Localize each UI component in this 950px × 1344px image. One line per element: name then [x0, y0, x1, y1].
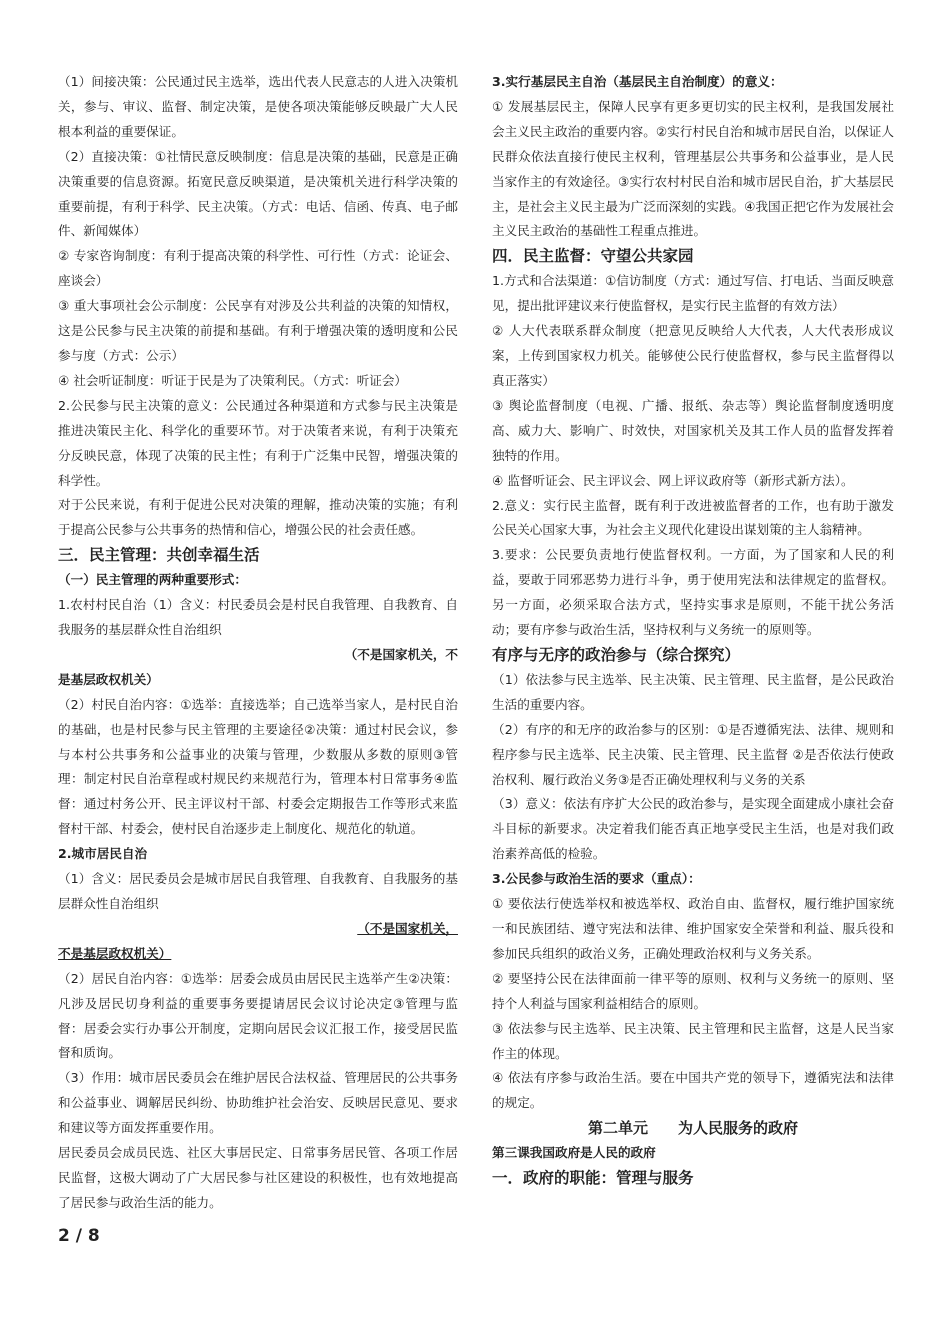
paragraph: ④ 监督听证会、民主评议会、网上评议政府等（新形式新方法）。	[492, 472, 854, 488]
subheading: 2.城市居民自治	[58, 846, 148, 862]
note: （不是国家机关，不	[344, 646, 458, 662]
paragraph: （2）居民自治内容：①选举：居委会成员由居民民主选举产生②决策：凡涉及居民切身利益的重要事务要提请居民会议讨论决定③管理与监督：居委会实行办事公开制度，定期向居民会议汇报工作，接受居民监督和质询。	[58, 970, 458, 1061]
subheading: 3.实行基层民主自治（基层民主自治制度）的意义：	[492, 74, 783, 89]
paragraph: （3）作用：城市居民委员会在维护居民合法权益、管理居民的公共事务和公益事业、调解居民纠纷、协助维护社会治安、反映居民意见、要求和建议等方面发挥重要作用。	[58, 1070, 458, 1136]
subheading: （一）民主管理的两种重要形式：	[58, 572, 247, 588]
section-heading: 一．政府的职能：管理与服务	[492, 1169, 694, 1188]
paragraph: （1）含义：居民委员会是城市居民自我管理、自我教育、自我服务的基层群众性自治组织	[58, 871, 458, 911]
paragraph: ③ 重大事项社会公示制度：公民享有对涉及公共利益的决策的知情权，这是公民参与民主决策的前提和基础。有利于增强决策的透明度和公民参与度（方式：公示）	[58, 298, 458, 363]
paragraph: ① 发展基层民主，保障人民享有更多更切实的民主权利，是我国发展社会主义民主政治的重要内容。②实行村民自治和城市居民自治，以保证人民群众依法直接行使民主权利，管理基层公共事务和公益事业，是人民当家作主的有效途径。③实行农村村民自治和城市居民自治，扩大基层民主，是社会主义民主最为广泛而深刻的实践。④我国正把它作为发展社会主义民主政治的基础性工程重点推进。	[492, 98, 894, 239]
paragraph: （2）直接决策：①社情民意反映制度：信息是决策的基础，民意是正确决策重要的信息资源。拓宽民意反映渠道，是决策机关进行科学决策的重要前提，有利于科学、民主决策。（方式：电话、信函、传真、电子邮件、新闻媒体）	[58, 148, 458, 239]
paragraph: ④ 依法有序参与政治生活。要在中国共产党的领导下，遵循宪法和法律的规定。	[492, 1070, 894, 1111]
note: 不是基层政权机关）	[58, 945, 172, 961]
section-heading: 四．民主监督：守望公共家园	[492, 247, 694, 266]
note: 是基层政权机关）	[58, 671, 159, 687]
paragraph: （1）间接决策：公民通过民主选举，选出代表人民意志的人进入决策机关，参与、审议、监督、制定决策，是使各项决策能够反映最广大人民根本利益的重要保证。	[58, 74, 458, 139]
paragraph: ③ 依法参与民主选举、民主决策、民主管理和民主监督，这是人民当家作主的体现。	[492, 1020, 894, 1061]
paragraph: （2）有序的和无序的政治参与的区别：①是否遵循宪法、法律、规则和程序参与民主选举、民主决策、民主管理、民主监督 ②是否依法行使政治权利、履行政治义务③是否正确处理权利与义务的关系	[492, 721, 894, 787]
paragraph: 1.农村村民自治（1）含义：村民委员会是村民自我管理、自我教育、自我服务的基层群众性自治组织	[58, 597, 458, 638]
paragraph: ② 人大代表联系群众制度（把意见反映给人大代表，人大代表形成议案，上传到国家权力机关。能够使公民行使监督权，参与民主监督得以真正落实）	[492, 323, 894, 388]
unit-title: 第二单元 为人民服务的政府	[587, 1119, 798, 1138]
lesson-title: 第三课我国政府是人民的政府	[492, 1145, 656, 1161]
note: （不是国家机关，	[357, 920, 458, 936]
paragraph: （3）意义：依法有序扩大公民的政治参与，是实现全面建成小康社会奋斗目标的新要求。决定着我们能否真正地享受民主生活，也是对我们政治素养高低的检验。	[492, 796, 894, 862]
paragraph: ② 要坚持公民在法律面前一律平等的原则、权利与义务统一的原则、坚持个人利益与国家利益相结合的原则。	[492, 970, 894, 1011]
section-heading: 三．民主管理：共创幸福生活	[58, 546, 260, 565]
paragraph: ③ 舆论监督制度（电视、广播、报纸、杂志等）舆论监督制度透明度高、威力大、影响广、时效快，对国家机关及其工作人员的监督发挥着独特的作用。	[492, 397, 894, 463]
paragraph: ① 要依法行使选举权和被选举权、政治自由、监督权，履行维护国家统一和民族团结、遵守宪法和法律、维护国家安全荣誉和利益、服兵役和参加民兵组织的政治义务，正确处理政治权利与义务关系。	[492, 896, 894, 961]
paragraph: ④ 社会听证制度：听证于民是为了决策利民。（方式：听证会）	[58, 372, 408, 388]
paragraph: 居民委员会成员民选、社区大事居民定、日常事务居民管、各项工作居民监督，这极大调动了广大居民参与社区建设的积极性，也有效地提高了居民参与政治生活的能力。	[58, 1145, 458, 1210]
paragraph: 1.方式和合法渠道：①信访制度（方式：通过写信、打电话、当面反映意见，提出批评建议来行使监督权，是实行民主监督的有效方法）	[492, 273, 894, 314]
page-number: 2 / 8	[58, 1226, 100, 1246]
paragraph: 3.要求：公民要负责地行使监督权利。一方面，为了国家和人民的利益，要敢于同邪恶势力进行斗争，勇于使用宪法和法律规定的监督权。另一方面，必须采取合法方式，坚持实事求是原则，不能干扰公务活动；要有序参与政治生活，坚持权利与义务统一的原则等。	[492, 547, 894, 638]
paragraph: （1）依法参与民主选举、民主决策、民主管理、民主监督，是公民政治生活的重要内容。	[492, 671, 894, 712]
right-column	[492, 70, 894, 1191]
section-heading: 有序与无序的政治参与（综合探究）	[492, 645, 741, 664]
paragraph: 对于公民来说，有利于促进公民对决策的理解，推动决策的实施；有利于提高公民参与公共事务的热情和信心，增强公民的社会责任感。	[58, 497, 458, 538]
paragraph: 2.公民参与民主决策的意义：公民通过各种渠道和方式参与民主决策是推进决策民主化、科学化的重要环节。对于决策者来说，有利于决策充分反映民意，体现了决策的民主性；有利于广泛集中民智，增强决策的科学性。	[58, 397, 458, 488]
paragraph: 2.意义：实行民主监督，既有利于改进被监督者的工作，也有助于激发公民关心国家大事，为社会主义现代化建设出谋划策的主人翁精神。	[492, 497, 894, 538]
subheading: 3.公民参与政治生活的要求（重点）：	[492, 871, 701, 887]
paragraph: ② 专家咨询制度：有利于提高决策的科学性、可行性（方式：论证会、座谈会）	[58, 248, 458, 289]
paragraph: （2）村民自治内容：①选举：直接选举；自己选举当家人，是村民自治的基础，也是村民参与民主管理的主要途径②决策：通过村民会议，参与本村公共事务和公益事业的决策与管理，少数服从多数的原则③管理：制定村民自治章程或村规民约来规范行为，管理本村日常事务④监督：通过村务公开、民主评议村干部、村委会定期报告工作等形式来监督村干部、村委会，使村民自治逐步走上制度化、规范化的轨道。	[58, 696, 458, 837]
left-column	[58, 70, 458, 1216]
